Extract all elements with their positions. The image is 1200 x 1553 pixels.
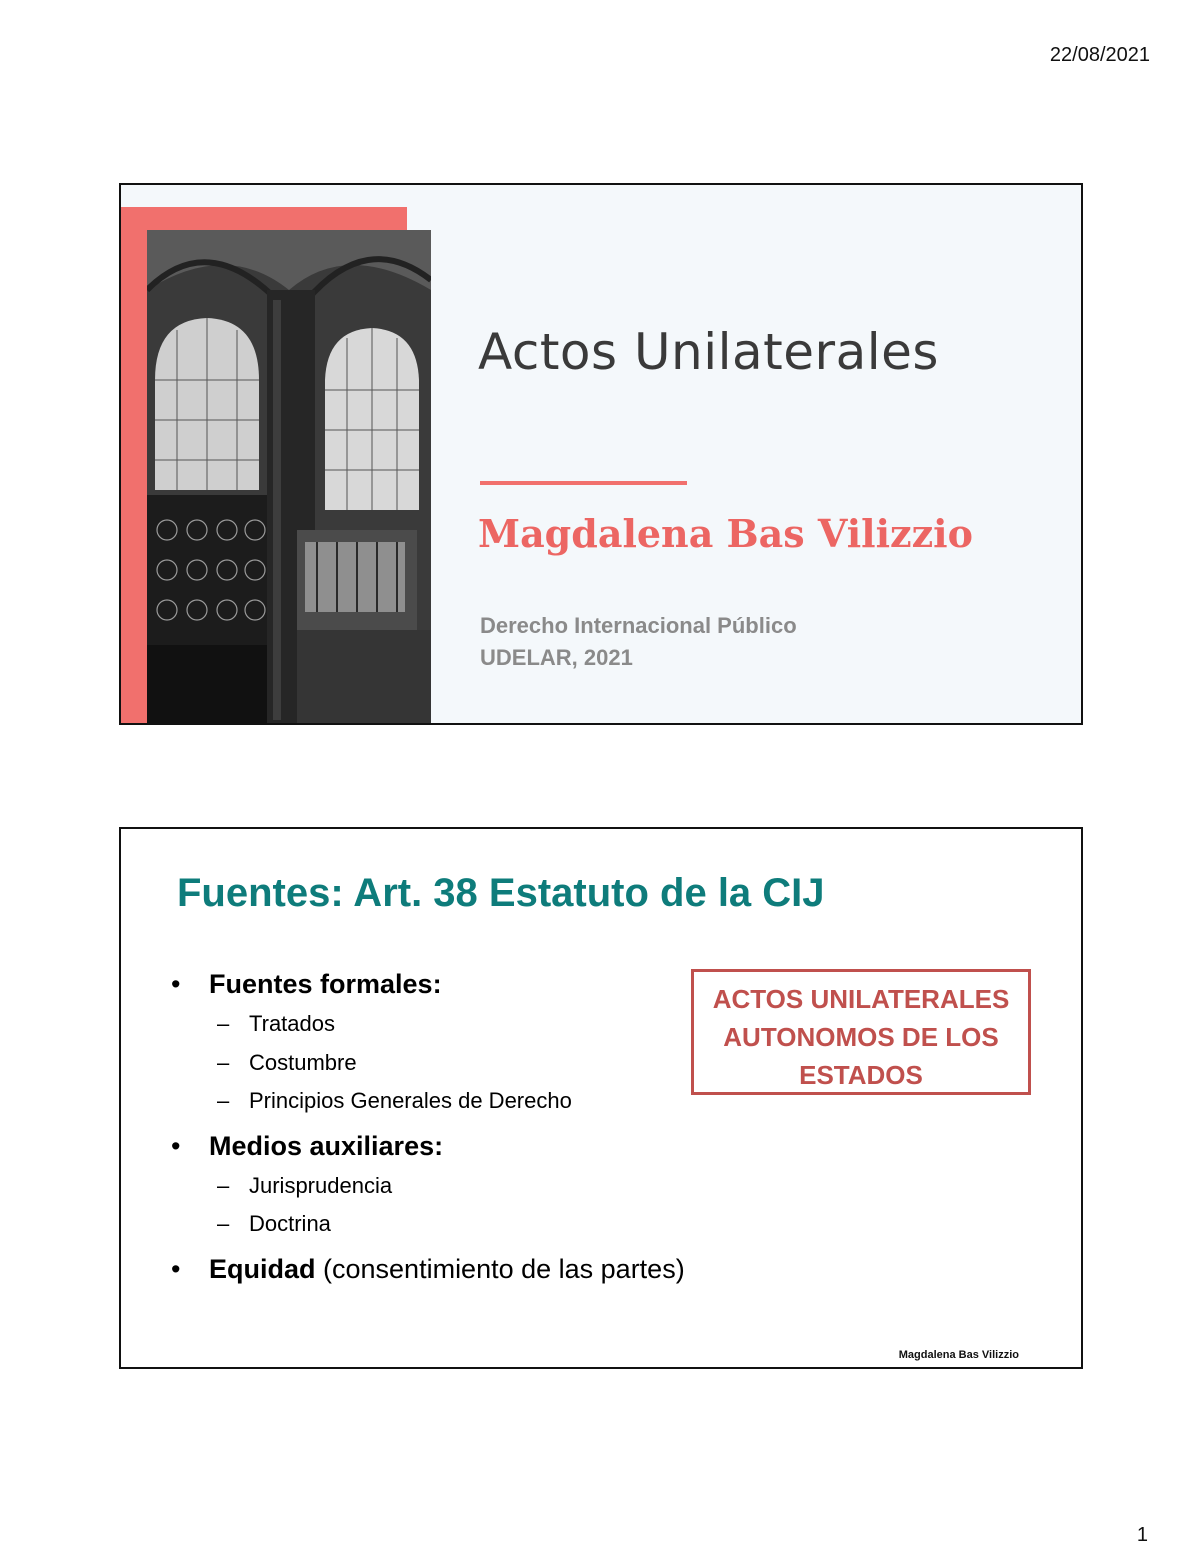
- slide-heading: Fuentes: Art. 38 Estatuto de la CIJ: [177, 871, 825, 915]
- sub-list-item: [171, 1088, 731, 1127]
- callout-box: [691, 969, 1031, 1095]
- list-item-note: (consentimiento de las partes): [323, 1253, 685, 1284]
- slide-title-text: Actos Unilaterales: [478, 323, 939, 381]
- bullet-icon: •: [171, 969, 181, 999]
- list-item: [171, 1254, 731, 1290]
- bullet-icon: •: [171, 1130, 181, 1161]
- author-name: Magdalena Bas Vilizzio: [478, 511, 973, 556]
- document-date: 22/08/2021: [1049, 44, 1150, 66]
- institution-year: UDELAR, 2021: [480, 645, 633, 670]
- page-number: 1: [1136, 1524, 1148, 1546]
- sub-item-label: Costumbre: [249, 1049, 357, 1075]
- sub-list-item: [171, 1173, 731, 1212]
- dash-icon: –: [217, 1172, 230, 1198]
- sub-item-label: Principios Generales de Derecho: [249, 1088, 572, 1113]
- course-name: Derecho Internacional Público: [480, 613, 797, 638]
- dash-icon: –: [217, 1049, 230, 1075]
- list-item-label: Fuentes formales:: [209, 969, 442, 999]
- title-divider: [480, 481, 687, 485]
- sub-list-item: [171, 1011, 731, 1050]
- slide-footer-author: Magdalena Bas Vilizzio: [898, 1349, 1019, 1361]
- slide-sources: [119, 827, 1083, 1369]
- bullet-icon: •: [171, 1253, 181, 1284]
- dash-icon: –: [217, 1088, 230, 1113]
- list-item-label: Medios auxiliares:: [209, 1130, 444, 1161]
- building-arches-photo: [147, 230, 431, 723]
- dash-icon: –: [217, 1011, 230, 1036]
- slide-title: [119, 183, 1083, 725]
- bullet-list: [171, 969, 731, 1296]
- callout-line: AUTONOMOS DE LOS: [723, 1022, 999, 1052]
- list-item: [171, 1131, 731, 1167]
- sub-item-label: Doctrina: [249, 1211, 331, 1236]
- list-item-label: Equidad: [209, 1253, 316, 1284]
- dash-icon: –: [217, 1211, 230, 1236]
- callout-line: ACTOS UNILATERALES: [712, 984, 1010, 1014]
- callout-line: ESTADOS: [799, 1060, 923, 1090]
- list-item: [171, 969, 731, 1005]
- sub-list-item: [171, 1211, 731, 1250]
- sub-list-item: [171, 1050, 731, 1089]
- sub-item-label: Tratados: [249, 1011, 336, 1036]
- sub-item-label: Jurisprudencia: [249, 1172, 393, 1198]
